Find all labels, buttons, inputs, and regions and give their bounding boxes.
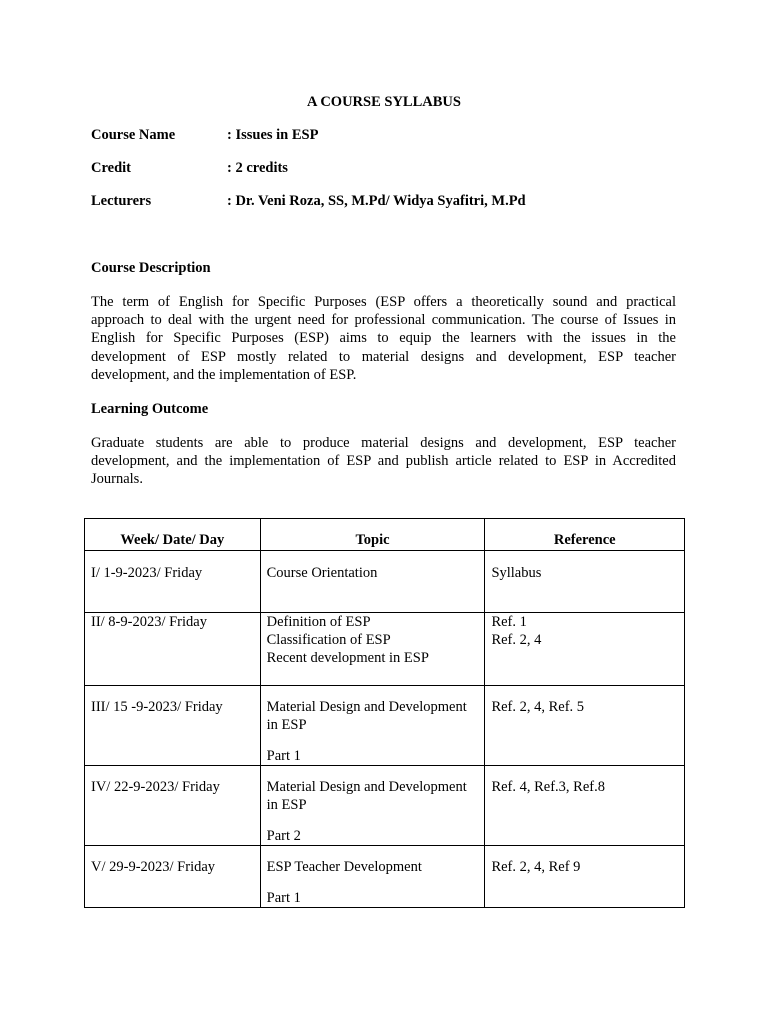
cell-topic [260, 551, 485, 613]
reference-line: Ref. 2, 4, Ref 9 [491, 859, 581, 875]
reference-line: Ref. 1 [491, 614, 527, 630]
cell-reference [485, 846, 685, 908]
header-week: Week/ Date/ Day [85, 519, 261, 551]
course-description-heading: Course Description [91, 260, 211, 276]
meta-label: Lecturers [91, 193, 152, 209]
course-description-text [91, 293, 676, 384]
cell-reference [485, 613, 685, 686]
schedule-table [84, 518, 685, 908]
paragraph-line: Journals. [91, 471, 143, 488]
topic-part: Part 1 [266, 890, 301, 906]
topic-line: ESP Teacher Development [266, 859, 422, 875]
table-row [85, 613, 685, 686]
cell-reference [485, 686, 685, 766]
paragraph-line: Graduate students are able to produce material designs and development, ESP teacher [91, 435, 676, 451]
topic-line: Material Design and Development [266, 779, 467, 795]
cell-week: IV/ 22-9-2023/ Friday [85, 766, 261, 846]
cell-topic [260, 846, 485, 908]
cell-topic [260, 766, 485, 846]
topic-line: Course Orientation [266, 565, 378, 581]
meta-value: : Dr. Veni Roza, SS, M.Pd/ Widya Syafitri, M.Pd [227, 193, 526, 209]
topic-line: Classification of ESP [266, 632, 391, 648]
topic-part: Part 1 [266, 748, 301, 764]
meta-credit [91, 160, 288, 177]
cell-week: III/ 15 -9-2023/ Friday [85, 686, 261, 766]
topic-line: Recent development in ESP [266, 650, 429, 666]
cell-week: I/ 1-9-2023/ Friday [85, 551, 261, 613]
topic-line: Definition of ESP [266, 614, 371, 630]
table-row [85, 846, 685, 908]
cell-week: V/ 29-9-2023/ Friday [85, 846, 261, 908]
paragraph-line: The term of English for Specific Purposes (ESP offers a theoretically sound and practical [91, 294, 676, 310]
table-row [85, 766, 685, 846]
paragraph-line: English for Specific Purposes (ESP) aims to equip the learners with the issues in the [91, 330, 676, 347]
reference-line: Ref. 2, 4, Ref. 5 [491, 699, 585, 715]
meta-value: : Issues in ESP [227, 127, 319, 143]
meta-value: : 2 credits [227, 160, 288, 176]
paragraph-line: approach to deal with the urgent need for professional communication. The course of Issues in [91, 312, 676, 329]
reference-line: Syllabus [491, 565, 542, 581]
paragraph-line: development, and the implementation of ESP. [91, 366, 357, 383]
topic-line: in ESP [266, 797, 307, 813]
cell-topic [260, 613, 485, 686]
paragraph-line: development of ESP mostly related to material designs and development, ESP teacher [91, 348, 676, 365]
table-row [85, 551, 685, 613]
cell-week: II/ 8-9-2023/ Friday [85, 613, 261, 686]
table-header-row [85, 519, 685, 551]
table-row [85, 686, 685, 766]
topic-part: Part 2 [266, 828, 301, 844]
meta-course-name [91, 127, 318, 144]
learning-outcome-text [91, 434, 676, 489]
meta-label: Credit [91, 160, 132, 176]
topic-line: Material Design and Development [266, 699, 467, 715]
topic-line: in ESP [266, 717, 307, 733]
cell-topic [260, 686, 485, 766]
header-reference: Reference [485, 519, 685, 551]
meta-label: Course Name [91, 127, 176, 143]
cell-reference [485, 551, 685, 613]
learning-outcome-heading: Learning Outcome [91, 401, 209, 417]
meta-lecturers [91, 193, 526, 210]
reference-line: Ref. 2, 4 [491, 632, 542, 648]
cell-reference [485, 766, 685, 846]
page-title: A COURSE SYLLABUS [307, 94, 461, 110]
paragraph-line: development, and the implementation of ESP and publish article related to ESP in Accredited [91, 453, 676, 470]
reference-line: Ref. 4, Ref.3, Ref.8 [491, 779, 605, 795]
header-topic: Topic [260, 519, 485, 551]
